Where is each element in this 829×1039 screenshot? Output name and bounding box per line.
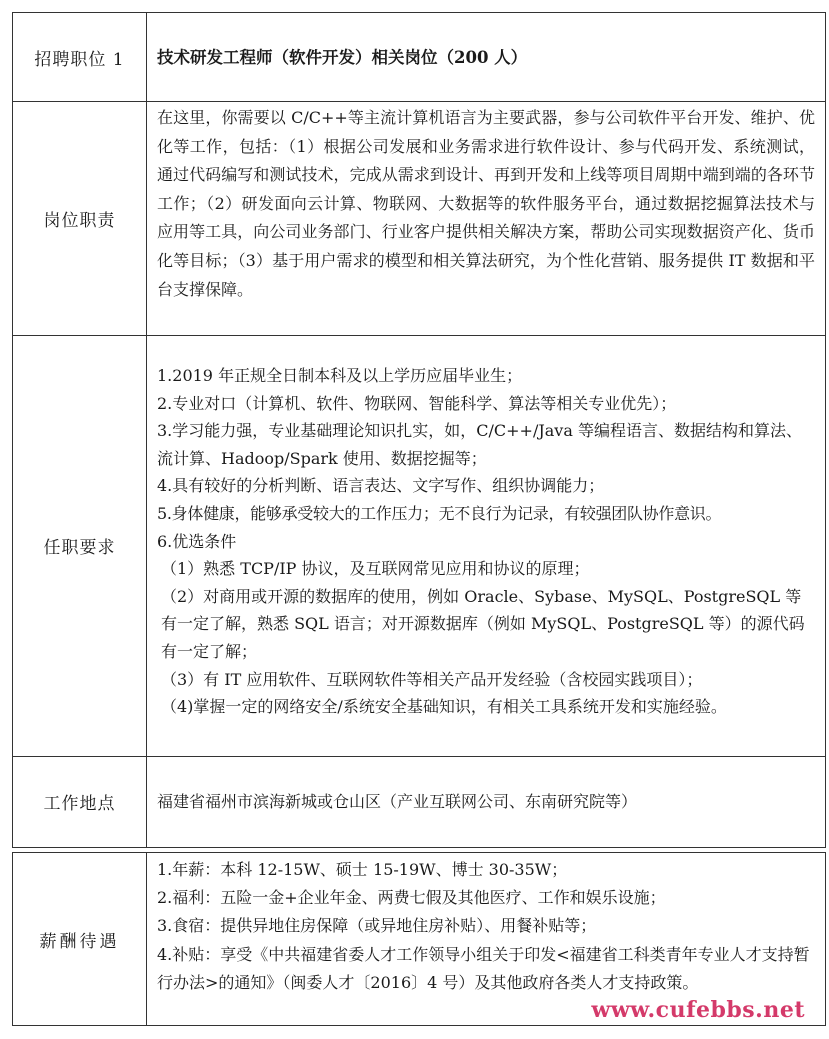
duties-label: 岗位职责 [13, 101, 147, 335]
row-requirements [12, 335, 826, 757]
salary-item: 3.食宿：提供异地住房保障（或异地住房补贴）、用餐补贴等； [157, 916, 597, 936]
salary-item: 1.年薪：本科 12-15W、硕士 15-19W、博士 30-35W； [157, 860, 568, 879]
requirement-item: 5.身体健康，能够承受较大的工作压力；无不良行为记录，有较强团队协作意识。 [157, 503, 722, 523]
requirement-item: 3.学习能力强，专业基础理论知识扎实，如，C/C++/Java 等编程语言、数据结构和算法、流计算、Hadoop/Spark 使用、数据挖掘等； [157, 421, 802, 468]
site-watermark: www.cufebbs.net [591, 997, 805, 1023]
location-label: 工作地点 [13, 756, 147, 847]
requirement-item: 2.专业对口（计算机、软件、物联网、智能科学、算法等相关专业优先）； [157, 393, 677, 413]
requirements-list [147, 335, 825, 756]
position-label: 招聘职位 1 [13, 13, 147, 101]
salary-item: 4.补贴：享受《中共福建省委人才工作领导小组关于印发<福建省工科类青年专业人才支持暂行办法>的通知》（闽委人才〔2016〕4 号）及其他政府各类人才支持政策。 [157, 944, 810, 992]
salary-item: 2.福利：五险一金+企业年金、两费七假及其他医疗、工作和娱乐设施； [157, 888, 666, 908]
requirement-item: 4.具有较好的分析判断、语言表达、文字写作、组织协调能力； [157, 476, 605, 496]
requirement-subitem: （1）熟悉 TCP/IP 协议，及互联网常见应用和协议的原理； [161, 559, 590, 579]
requirements-label: 任职要求 [13, 335, 147, 756]
row-location [12, 756, 826, 848]
requirement-subitem: （2）对商用或开源的数据库的使用，例如 Oracle、Sybase、MySQL、PostgreSQL 等有一定了解，熟悉 SQL 语言；对开源数据库（例如 MySQL、PostgreSQL 等）的源代码有一定了解； [161, 586, 805, 661]
duties-text: 在这里，你需要以 C/C++等主流计算机语言为主要武器，参与公司软件平台开发、维护、优化等工作，包括：（1）根据公司发展和业务需求进行软件设计、参与代码开发、系统测试，通过代码编写和测试技术，完成从需求到设计、再到开发和上线等项目周期中端到端的各环节工作；（2）研发面向云计算、物联网、大数据等的软件服务平台，通过数据挖掘算法技术与应用等工具，向公司业务部门、行业客户提供相关解决方案，帮助公司实现数据资产化、货币化等目标；（3）基于用户需求的模型和相关算法研究，为个性化营销、服务提供 IT 数据和平台支撑保障。 [157, 108, 815, 299]
position-title: 技术研发工程师（软件开发）相关岗位（200 人） [157, 47, 528, 67]
location-value: 福建省福州市滨海新城或仓山区（产业互联网公司、东南研究院等） [157, 792, 638, 811]
requirement-item: 1.2019 年正规全日制本科及以上学历应届毕业生； [157, 366, 523, 385]
row-duties [12, 101, 826, 336]
requirement-subitem: （4)掌握一定的网络安全/系统安全基础知识，有相关工具系统开发和实施经验。 [161, 697, 727, 717]
row-position [12, 12, 826, 102]
salary-label: 薪酬待遇 [13, 853, 147, 1025]
requirement-subitem: （3）有 IT 应用软件、互联网软件等相关产品开发经验（含校园实践项目）； [161, 669, 703, 689]
requirement-item: 6.优选条件 [157, 531, 237, 551]
